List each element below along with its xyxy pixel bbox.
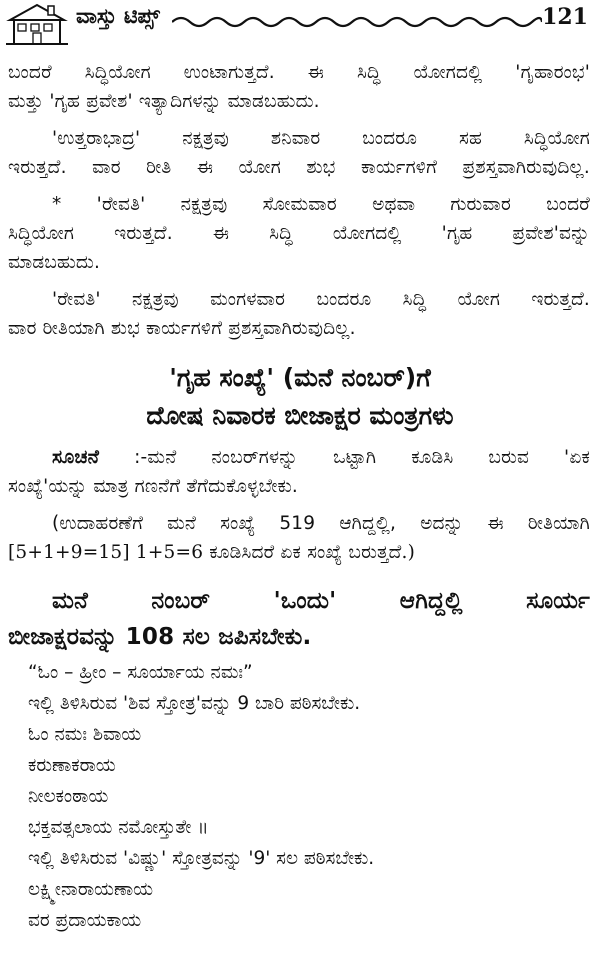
- text-line: (ಉದಾಹರಣೆಗೆ ಮನೆ ಸಂಖ್ಯೆ 519 ಆಗಿದ್ದಲ್ಲಿ, ಅದನ್ನು ಈ ರೀತಿಯಾಗಿ: [52, 513, 590, 534]
- text-line: ಇರುತ್ತದೆ. ವಾರ ರೀತಿ ಈ ಯೋಗ ಶುಭ ಕಾರ್ಯಗಳಿಗೆ ಪ್ರಶಸ್ತವಾಗಿರುವುದಿಲ್ಲ.: [8, 157, 590, 178]
- example-paragraph: [8, 509, 590, 567]
- text-line: 'ರೇವತಿ' ನಕ್ಷತ್ರವು ಮಂಗಳವಾರ ಬಂದರೂ ಸಿದ್ಧಿ ಯೋಗ ಇರುತ್ತದೆ.: [52, 289, 590, 310]
- mantra-line: “ಓಂ – ಹ್ರೀಂ – ಸೂರ್ಯಾಯ ನಮಃ”: [28, 662, 253, 683]
- text-line: ಮತ್ತು 'ಗೃಹ ಪ್ರವೇಶ' ಇತ್ಯಾದಿಗಳನ್ನು ಮಾಡಬಹುದು.: [8, 91, 320, 112]
- text-line: [5+1+9=15] 1+5=6 ಕೂಡಿಸಿದರೆ ಏಕ ಸಂಖ್ಯೆ ಬರುತ್ತದೆ.): [8, 542, 415, 563]
- mantra-line: ಇಲ್ಲಿ ತಿಳಿಸಿರುವ 'ವಿಷ್ಣು' ಸ್ತೋತ್ರವನ್ನು '9' ಸಲ ಪಠಿಸಬೇಕು.: [28, 848, 375, 869]
- text-line: ಸಿದ್ಧಿಯೋಗ ಇರುತ್ತದೆ. ಈ ಸಿದ್ಧಿ ಯೋಗದಲ್ಲಿ 'ಗೃಹ ಪ್ರವೇಶ'ವನ್ನು: [8, 223, 590, 244]
- text-line: [8, 443, 590, 472]
- paragraph-uttarabhadra: [8, 124, 590, 182]
- text-line: ಮಾಡಬಹುದು.: [8, 252, 101, 273]
- mantra-line: ಭಕ್ತವತ್ಸಲಾಯ ನಮೋಸ್ತುತೇ ॥: [28, 817, 209, 838]
- page-body: [0, 58, 600, 936]
- mantra-line: ಕರುಣಾಕರಾಯ: [28, 755, 116, 776]
- mantra-line: ಇಲ್ಲಿ ತಿಳಿಸಿರುವ 'ಶಿವ ಸ್ತೋತ್ರ'ವನ್ನು 9 ಬಾರಿ ಪಠಿಸಬೇಕು.: [28, 693, 361, 714]
- text-line: 'ಉತ್ತರಾಭಾದ್ರ' ನಕ್ಷತ್ರವು ಶನಿವಾರ ಬಂದರೂ ಸಹ ಸಿದ್ಧಿಯೋಗ: [52, 128, 590, 149]
- page-number: 121: [542, 4, 588, 30]
- mantra-line: ವರ ಪ್ರದಾಯಕಾಯ: [28, 910, 142, 931]
- text-line: ಬೀಜಾಕ್ಷರವನ್ನು 108 ಸಲ ಜಪಿಸಬೇಕು.: [8, 624, 312, 650]
- note-paragraph: [8, 443, 590, 501]
- house-icon: [4, 2, 70, 46]
- mantra-line: ಲಕ್ಷ್ಮೀನಾರಾಯಣಾಯ: [28, 879, 154, 900]
- text-line: ಬಂದರೆ ಸಿದ್ಧಿಯೋಗ ಉಂಟಾಗುತ್ತದೆ. ಈ ಸಿದ್ಧಿ ಯೋಗದಲ್ಲಿ 'ಗೃಹಾರಂಭ': [8, 62, 590, 83]
- paragraph-revati-tuesday: [8, 285, 590, 343]
- text-line: ಮನೆ ನಂಬರ್ 'ಒಂದು' ಆಗಿದ್ದಲ್ಲಿ ಸೂರ್ಯ: [52, 588, 590, 614]
- text-line: ಸಂಖ್ಯೆ'ಯನ್ನು ಮಾತ್ರ ಗಣನೆಗೆ ತೆಗೆದುಕೊಳ್ಳಬೇಕು.: [8, 476, 298, 497]
- mantra-line: ನೀಲಕಂಠಾಯ: [28, 786, 109, 807]
- note-text: :-ಮನೆ ನಂಬರ್‌ಗಳನ್ನು ಒಟ್ಟಾಗಿ ಕೂಡಿಸಿ ಬರುವ 'ಏಕ: [99, 447, 590, 468]
- paragraph-revati-monday: [8, 190, 590, 277]
- text-line: * 'ರೇವತಿ' ನಕ್ಷತ್ರವು ಸೋಮವಾರ ಅಥವಾ ಗುರುವಾರ ಬಂದರೆ: [52, 194, 590, 215]
- paragraph-siddhi-yoga: [8, 58, 590, 116]
- page-header: [0, 0, 600, 46]
- text-line: ವಾರ ರೀತಿಯಾಗಿ ಶುಭ ಕಾರ್ಯಗಳಿಗೆ ಪ್ರಶಸ್ತವಾಗಿರುವುದಿಲ್ಲ.: [8, 318, 356, 339]
- section-heading-line2: ದೋಷ ನಿವಾರಕ ಬೀಜಾಕ್ಷರ ಮಂತ್ರಗಳು: [146, 401, 454, 430]
- note-label: ಸೂಚನೆ: [52, 446, 100, 468]
- mantra-list: [0, 657, 600, 936]
- wavy-divider: [172, 12, 542, 30]
- instruction-paragraph: [8, 583, 590, 655]
- section-heading-line1: 'ಗೃಹ ಸಂಖ್ಯೆ' (ಮನೆ ನಂಬರ್)ಗೆ: [169, 363, 431, 392]
- running-title: ವಾಸ್ತು ಟಿಪ್ಸ್: [76, 4, 160, 28]
- mantra-line: ಓಂ ನಮಃ ಶಿವಾಯ: [28, 724, 142, 745]
